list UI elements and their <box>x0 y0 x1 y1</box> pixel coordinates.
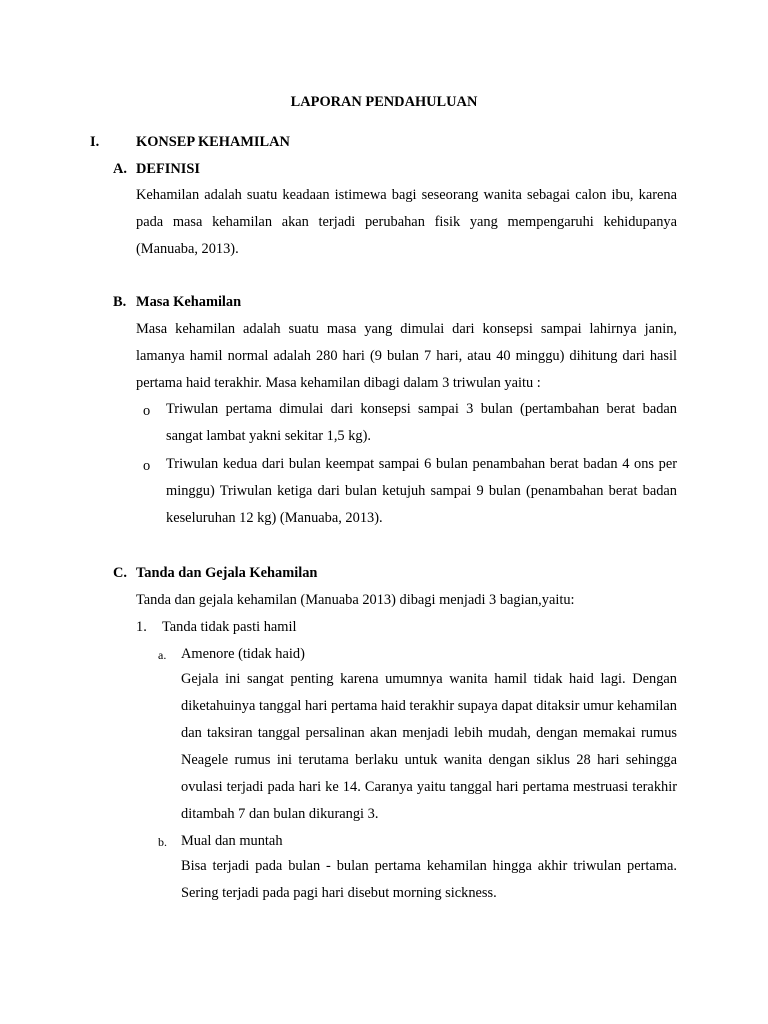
bullet-item: Triwulan pertama dimulai dari konsepsi sampai 3 bulan (pertambahan berat badan sangat lambat yakni sekitar 1,5 kg). <box>166 401 677 444</box>
section-heading: KONSEP KEHAMILAN <box>136 134 290 150</box>
subsection-b-heading: Masa Kehamilan <box>136 294 242 310</box>
subsection-c-letter: C. <box>113 565 127 581</box>
bullet-marker: o <box>143 403 151 419</box>
bullet-marker: o <box>143 458 151 474</box>
sublist-item-label: Amenore (tidak haid) <box>181 646 305 662</box>
subsection-c-intro: Tanda dan gejala kehamilan (Manuaba 2013) dibagi menjadi 3 bagian,yaitu: <box>136 592 575 608</box>
sublist-marker: a. <box>158 648 167 662</box>
sublist-item-label: Mual dan muntah <box>181 833 283 849</box>
bullet-item: Triwulan kedua dari bulan keempat sampai 6 bulan penambahan berat badan 4 ons per minggu) Triwulan ketiga dari bulan ketujuh sampai 9 bulan (penambahan berat badan keseluruhan 12 kg) (Manuaba, 2013). <box>166 456 677 526</box>
subsection-a-paragraph: Kehamilan adalah suatu keadaan istimewa bagi seseorang wanita sebagai calon ibu, karena pada masa kehamilan akan terjadi perubahan fisik yang mempengaruhi kehidupanya (Manuaba, 2013). <box>136 187 677 257</box>
subsection-b-letter: B. <box>113 294 127 310</box>
subsection-b-paragraph: Masa kehamilan adalah suatu masa yang dimulai dari konsepsi sampai lahirnya janin, lamanya hamil normal adalah 280 hari (9 bulan 7 hari, atau 40 minggu) dihitung dari hasil pertama haid terakhir. Masa kehamilan dibagi dalam 3 triwulan yaitu : <box>136 321 677 391</box>
sublist-marker: b. <box>158 835 167 849</box>
subsection-a-heading: DEFINISI <box>136 161 200 177</box>
subsection-c-heading: Tanda dan Gejala Kehamilan <box>136 565 318 581</box>
section-number: I. <box>90 134 100 150</box>
list-item-label: Tanda tidak pasti hamil <box>162 619 297 635</box>
list-number: 1. <box>136 619 147 635</box>
sublist-item-paragraph: Bisa terjadi pada bulan - bulan pertama kehamilan hingga akhir triwulan pertama. Sering terjadi pada pagi hari disebut morning sickness. <box>181 858 677 901</box>
subsection-a-letter: A. <box>113 161 127 177</box>
document-title: LAPORAN PENDAHULUAN <box>290 94 478 110</box>
sublist-item-paragraph: Gejala ini sangat penting karena umumnya wanita hamil tidak haid lagi. Dengan diketahuinya tanggal hari pertama haid terakhir supaya dapat ditaksir umur kehamilan dan taksiran tanggal persalinan akan menjadi lebih mudah, dengan memakai rumus Neagele rumus ini terutama berlaku untuk wanita dengan siklus 28 hari sehingga ovulasi terjadi pada hari ke 14. Caranya yaitu tanggal hari pertama mestruasi terakhir ditambah 7 dan bulan dikurangi 3. <box>181 671 677 822</box>
